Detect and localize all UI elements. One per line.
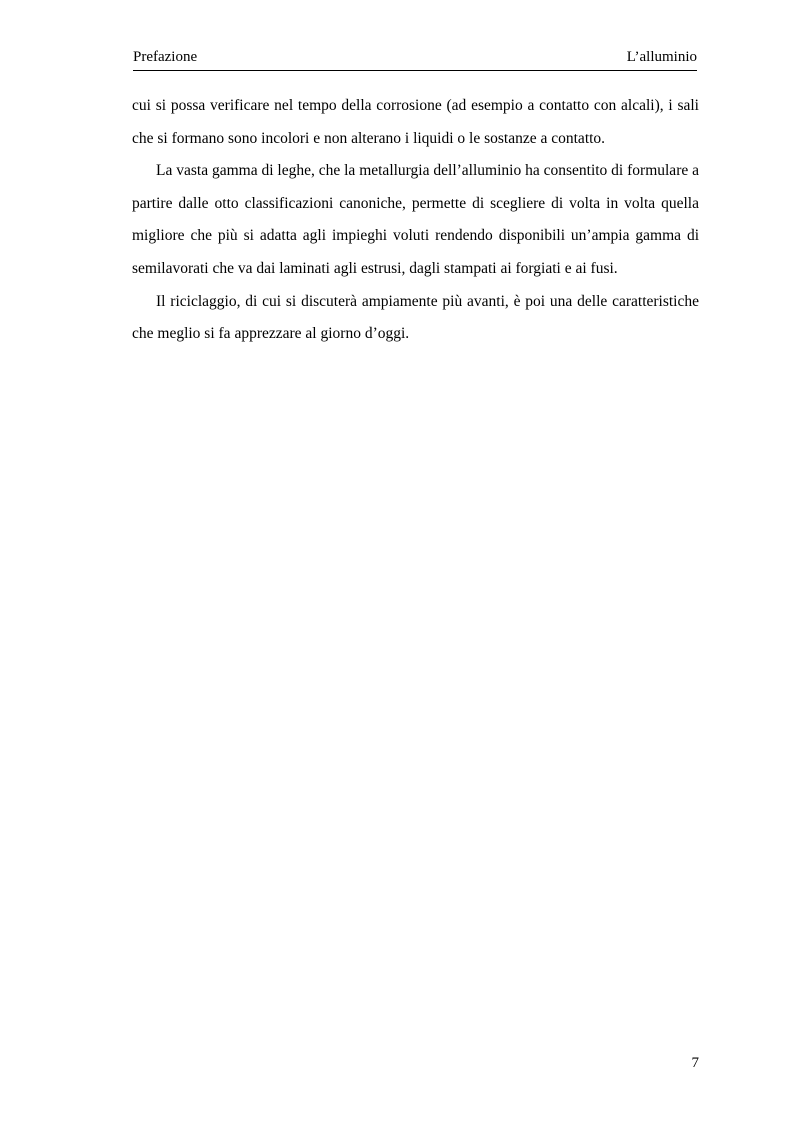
header-chapter-title: L’alluminio [626, 49, 697, 65]
body-text [132, 90, 699, 351]
header-section-title: Prefazione [133, 49, 198, 65]
paragraph-recycling: Il riciclaggio, di cui si discuterà ampiamente più avanti, è poi una delle caratteristiche che meglio si fa apprezzare al giorno d’oggi. [132, 292, 699, 343]
page-number: 7 [691, 1055, 699, 1071]
running-header [133, 48, 697, 71]
paragraph-continuation: cui si possa verificare nel tempo della corrosione (ad esempio a contatto con alcali), i sali che si formano sono incolori e non alterano i liquidi o le sostanze a contatto. [132, 97, 699, 147]
paragraph-alloys: La vasta gamma di leghe, che la metallurgia dell’alluminio ha consentito di formulare a partire dalle otto classificazioni canoniche, permette di scegliere di volta in volta quella migliore che più si adatta agli impieghi voluti rendendo disponibili un’ampia gamma di semilavorati che va dai laminati agli estrusi, dagli stampati ai forgiati e ai fusi. [132, 162, 699, 277]
